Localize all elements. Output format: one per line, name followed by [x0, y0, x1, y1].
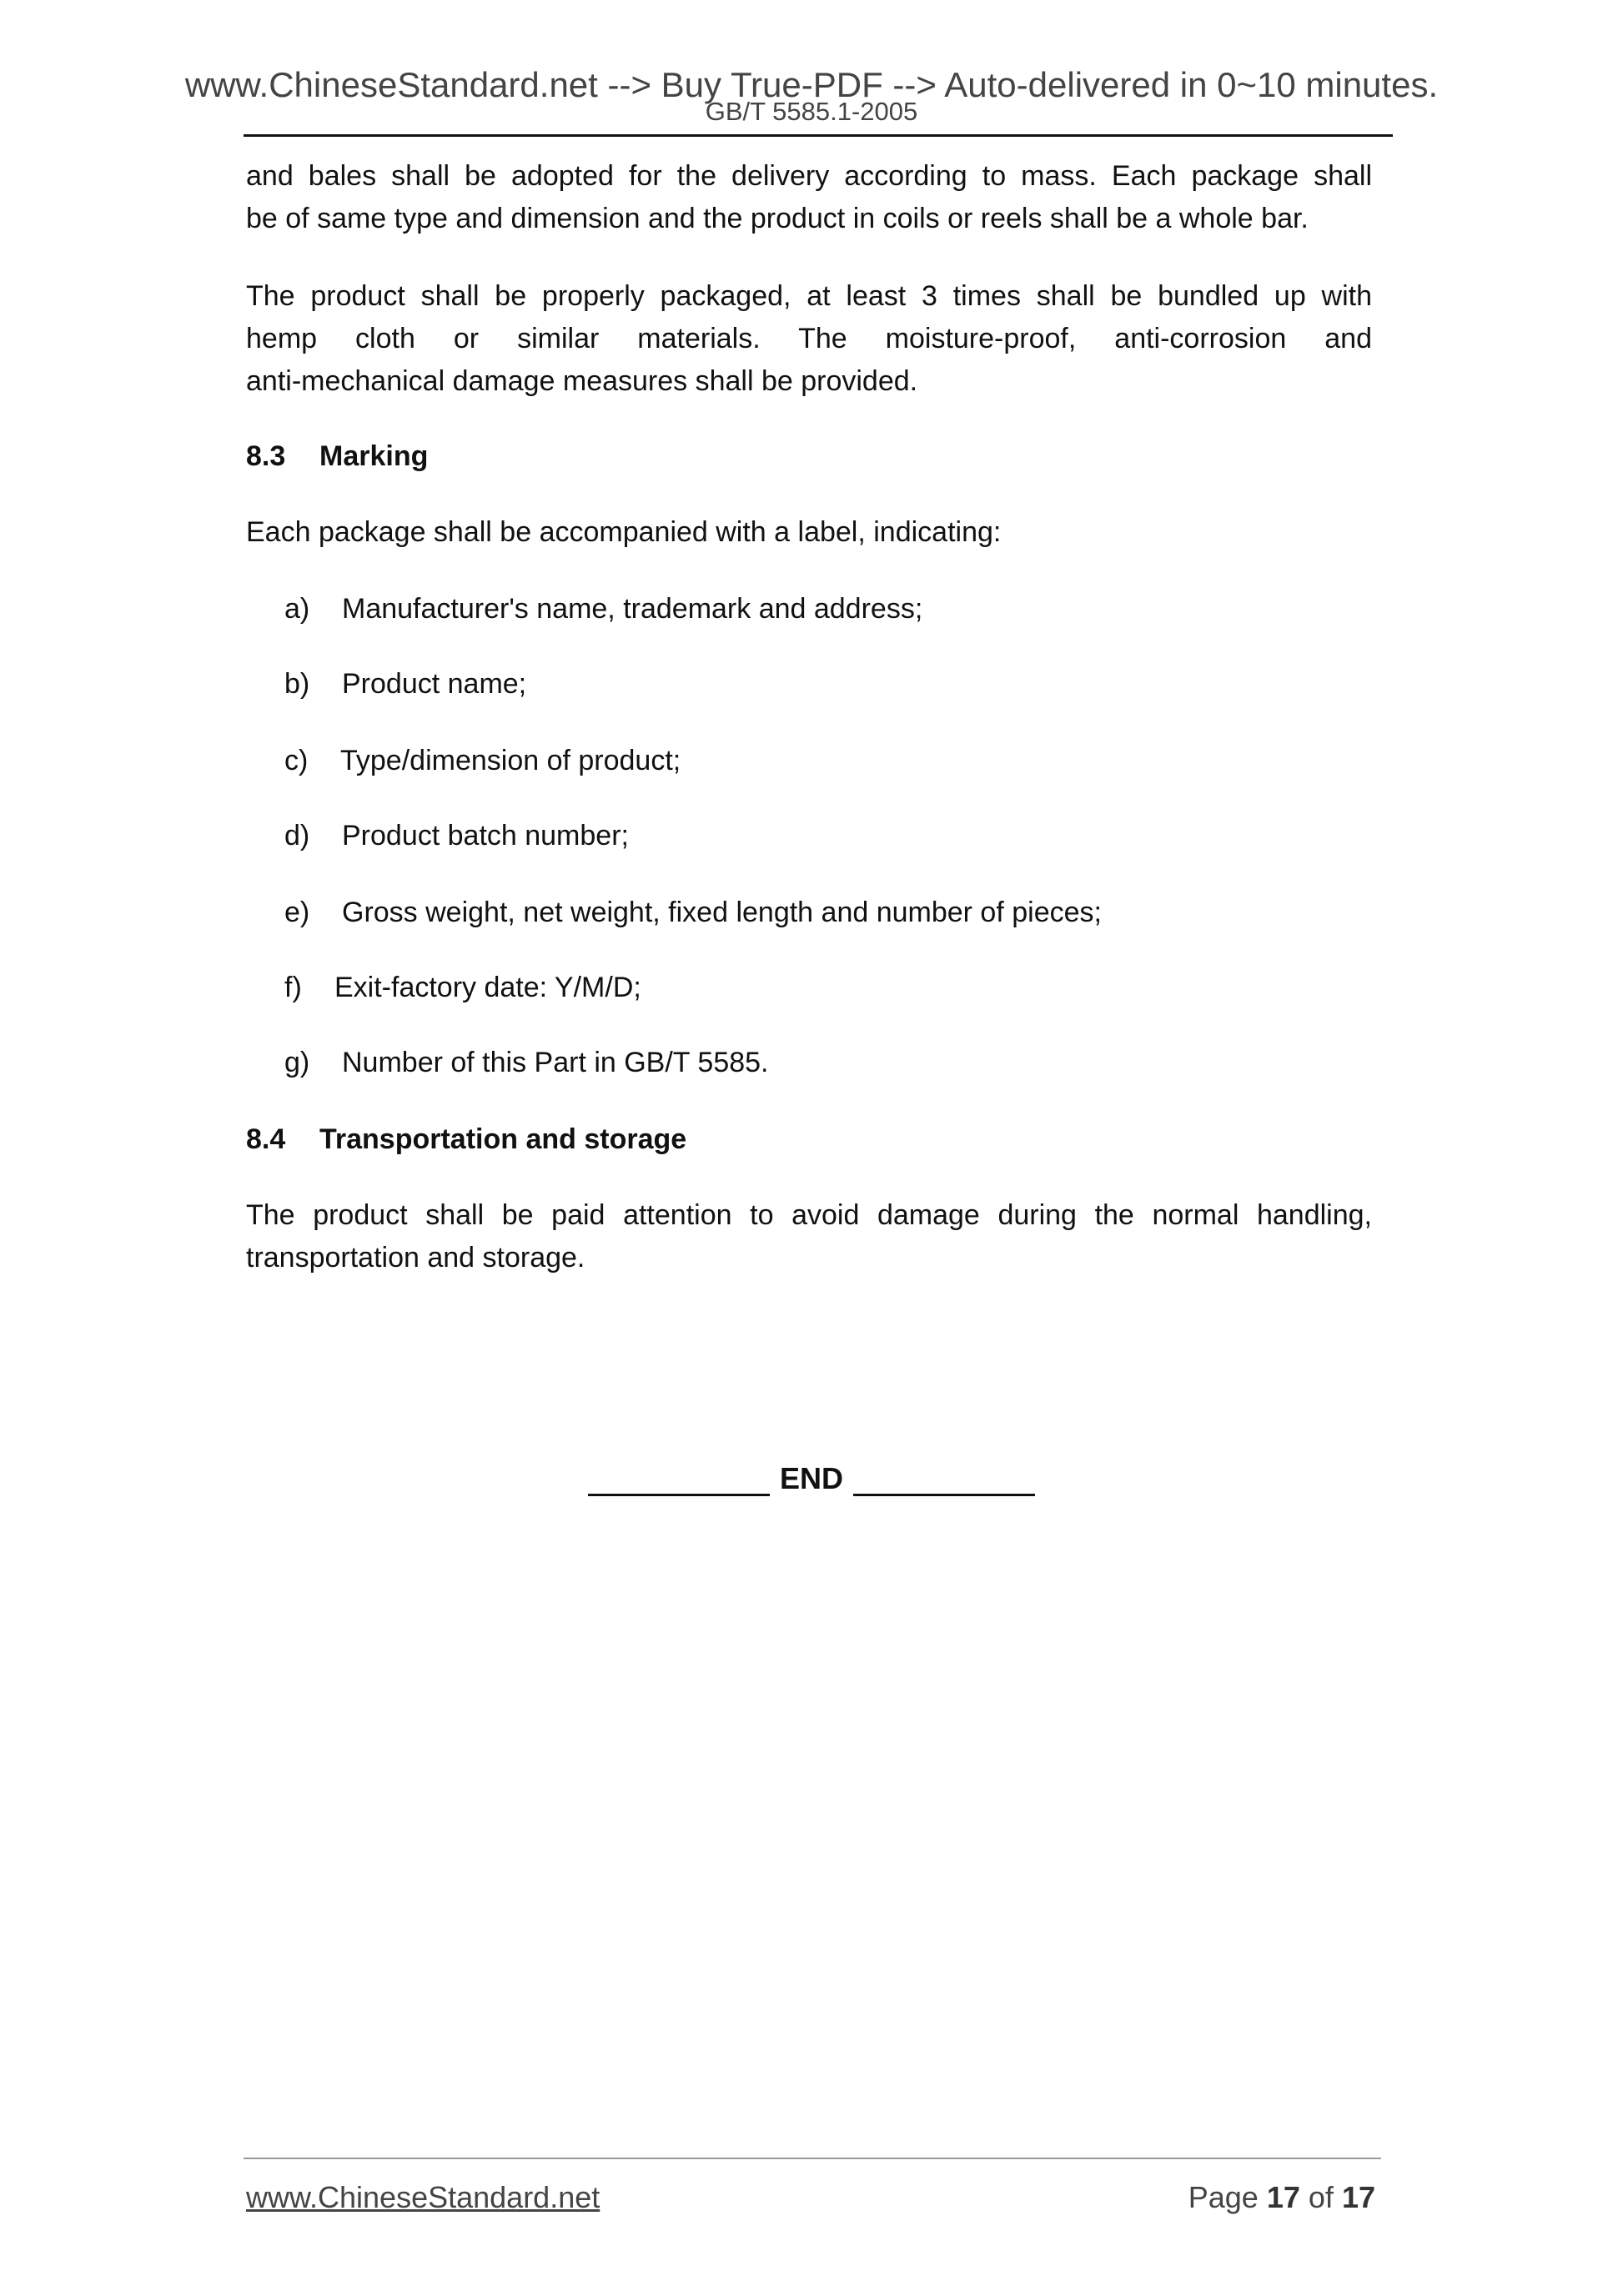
section-heading-8-4: [246, 1123, 686, 1156]
total-pages: 17: [1341, 2180, 1375, 2214]
end-line-left: [588, 1462, 770, 1496]
text-line: The product shall be paid attention to avoid damage during the normal handling,: [246, 1199, 1372, 1231]
current-page: 17: [1266, 2180, 1300, 2214]
of-word: of: [1308, 2180, 1334, 2214]
end-text: END: [779, 1461, 843, 1495]
list-text: Exit-factory date: Y/M/D;: [334, 972, 641, 1003]
footer-website-link[interactable]: www.ChineseStandard.net: [246, 2180, 600, 2214]
list-item: [284, 897, 1102, 929]
marking-intro: Each package shall be accompanied with a label, indicating:: [246, 516, 1002, 548]
page-word: Page: [1188, 2180, 1259, 2214]
paragraph-packaging-requirements: [246, 275, 1372, 403]
end-line-right: [853, 1462, 1035, 1496]
list-item: [284, 593, 922, 625]
list-text: Type/dimension of product;: [340, 745, 681, 776]
list-label: f): [284, 972, 302, 1003]
section-number: 8.4: [246, 1123, 286, 1155]
list-label: d): [284, 820, 310, 852]
section-title: Transportation and storage: [319, 1123, 687, 1155]
list-label: c): [284, 745, 309, 776]
text-line: and bales shall be adopted for the delivery according to mass. Each package shall: [246, 160, 1372, 192]
header-banner: www.ChineseStandard.net --> Buy True-PDF --> Auto-delivered in 0~10 minutes.: [184, 65, 1439, 104]
list-label: a): [284, 593, 310, 625]
section-heading-8-3: [246, 440, 428, 473]
text-line: anti-mechanical damage measures shall be provided.: [246, 365, 918, 397]
list-text: Gross weight, net weight, fixed length and number of pieces;: [342, 897, 1102, 928]
list-text: Product name;: [342, 668, 527, 700]
text-line: hemp cloth or similar materials. The moisture-proof, anti-corrosion and: [246, 323, 1372, 354]
document-number: GB/T 5585.1-2005: [705, 97, 918, 126]
list-item: [284, 745, 681, 777]
list-item: [284, 1047, 769, 1079]
footer-rule: [244, 2158, 1381, 2159]
list-item: [284, 668, 526, 701]
list-text: Manufacturer's name, trademark and address;: [342, 593, 923, 625]
header-rule: [244, 134, 1393, 137]
page-indicator: [1188, 2180, 1375, 2215]
end-mark: [0, 1461, 1623, 1496]
paragraph-packaging-delivery: [246, 155, 1372, 240]
list-text: Product batch number;: [342, 820, 629, 852]
section-title: Marking: [319, 440, 429, 472]
text-line: transportation and storage.: [246, 1242, 585, 1274]
text-line: The product shall be properly packaged, at least 3 times shall be bundled up with: [246, 280, 1372, 312]
list-text: Number of this Part in GB/T 5585.: [342, 1047, 769, 1078]
section-number: 8.3: [246, 440, 286, 472]
list-label: g): [284, 1047, 310, 1078]
list-label: b): [284, 668, 310, 700]
text-line: be of same type and dimension and the product in coils or reels shall be a whole bar.: [246, 203, 1309, 234]
list-item: [284, 820, 629, 852]
list-label: e): [284, 897, 310, 928]
paragraph-transportation: [246, 1194, 1372, 1279]
list-item: [284, 972, 641, 1004]
